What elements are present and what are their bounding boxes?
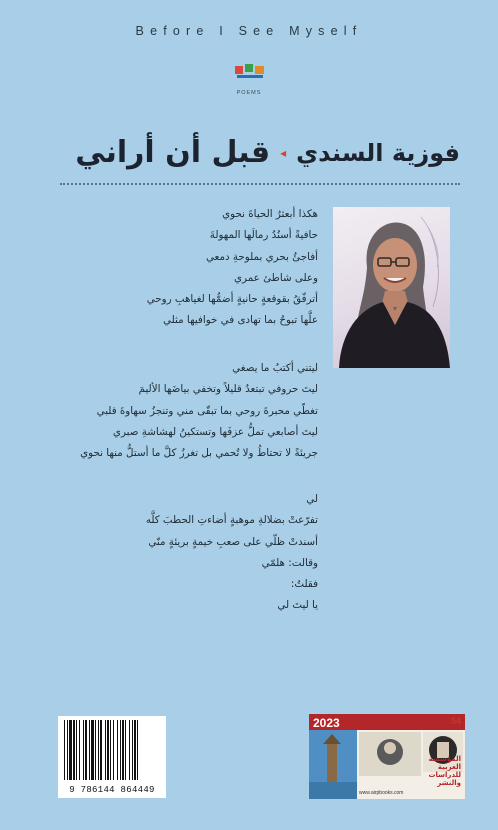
arrow-icon: ◂ xyxy=(280,145,287,160)
poem-line: ليتَ حروفي تبتعدُ قليلاً وتخفي بياضَها الأليمَ xyxy=(138,383,318,396)
barcode-bar xyxy=(125,720,126,780)
barcode-bar xyxy=(64,720,65,780)
poem-line: فقلتُ: xyxy=(290,578,318,591)
barcode-bar xyxy=(117,720,118,780)
publisher-year: 2023 xyxy=(313,716,340,730)
barcode-bar xyxy=(129,720,130,780)
publisher-logo xyxy=(234,62,266,90)
barcode-bar xyxy=(79,720,80,780)
barcode-bar xyxy=(137,720,138,780)
poem-line: هكذا أبعثرُ الحياةَ نحوي xyxy=(222,208,318,220)
publisher-name: المؤسسة العربية للدراسات والنشر xyxy=(428,755,461,787)
poem-line: أفاجئُ بحري بملوحةِ دمعي xyxy=(205,250,318,263)
poem-stanza-3 xyxy=(58,489,318,617)
book-title: قبل أن أراني xyxy=(75,135,271,170)
dotted-divider xyxy=(60,183,460,185)
barcode-bar xyxy=(107,720,109,780)
poem-stanza-2 xyxy=(0,358,318,464)
barcode-bar xyxy=(67,720,68,780)
barcode-number: 9 786144 864449 xyxy=(69,785,155,795)
barcode-bar xyxy=(85,720,87,780)
barcode xyxy=(58,716,166,798)
barcode-bar xyxy=(89,720,90,780)
publisher-count: 54 xyxy=(450,716,461,726)
author-photo xyxy=(333,207,450,368)
poem-line: تغطّي محبرةَ روحي بما تبقّى مني وتنجزُ سهاوةَ قلبي xyxy=(96,404,318,417)
barcode-bar xyxy=(69,720,72,780)
barcode-bar xyxy=(105,720,106,780)
publisher-website: www.airpbooks.com xyxy=(359,790,404,796)
barcode-bar xyxy=(134,720,136,780)
barcode-bar xyxy=(122,720,124,780)
poem-line: تفرّعتْ بضلالةِ موهبةٍ أضاءتِ الحطبَ كلَّه xyxy=(145,514,318,527)
barcode-bar xyxy=(132,720,133,780)
barcode-bar xyxy=(91,720,94,780)
author-name: فوزية السندي xyxy=(296,138,460,167)
poem-line: وقالت: هلمّي xyxy=(261,556,318,569)
poem-line: علَّها تبوحُ بما تهادى في خوافيها مثلي xyxy=(163,314,318,327)
title-row xyxy=(60,135,460,170)
series-label: POEMS xyxy=(236,90,262,96)
poem-line: حافيةً أسنُدُ رمالَها المهولةَ xyxy=(209,229,318,242)
barcode-bar xyxy=(95,720,96,780)
barcode-bar xyxy=(110,720,111,780)
poem-line: جريئةً لا تحتاطُ ولا تُحمي بل تغرزُ كلَّ ما أستلُّ منها نحوي xyxy=(80,447,318,460)
author-portrait-icon xyxy=(333,207,450,368)
poem-line: وعلى شاطئ عمري xyxy=(233,271,318,284)
barcode-bar xyxy=(73,720,75,780)
poem-stanza-1 xyxy=(58,204,318,332)
barcode-bar xyxy=(120,720,121,780)
poem-line: ليتني أكتبُ ما يصغي xyxy=(232,362,318,374)
publisher-badge xyxy=(309,714,465,799)
poem-line: يا ليتَ لي xyxy=(277,599,318,612)
barcode-bar xyxy=(113,720,114,780)
poem-line: أترفّقُ بقوقعةٍ حانيةٍ أضمُّها لغياهبِ روحي xyxy=(146,293,318,306)
poem-line: لي xyxy=(306,493,318,505)
poem-line: أسندتْ ظلّي على صعبِ خيمةٍ بريئةٍ منّي xyxy=(148,535,318,548)
english-title: Before I See Myself xyxy=(135,24,363,38)
barcode-bar xyxy=(83,720,84,780)
barcode-bar xyxy=(98,720,99,780)
poem-line: ليتَ أصابعي تملُّ عزفَها وتستكينُ لهشاشةِ صبري xyxy=(112,425,318,438)
barcode-bar xyxy=(100,720,102,780)
barcode-bar xyxy=(76,720,77,780)
